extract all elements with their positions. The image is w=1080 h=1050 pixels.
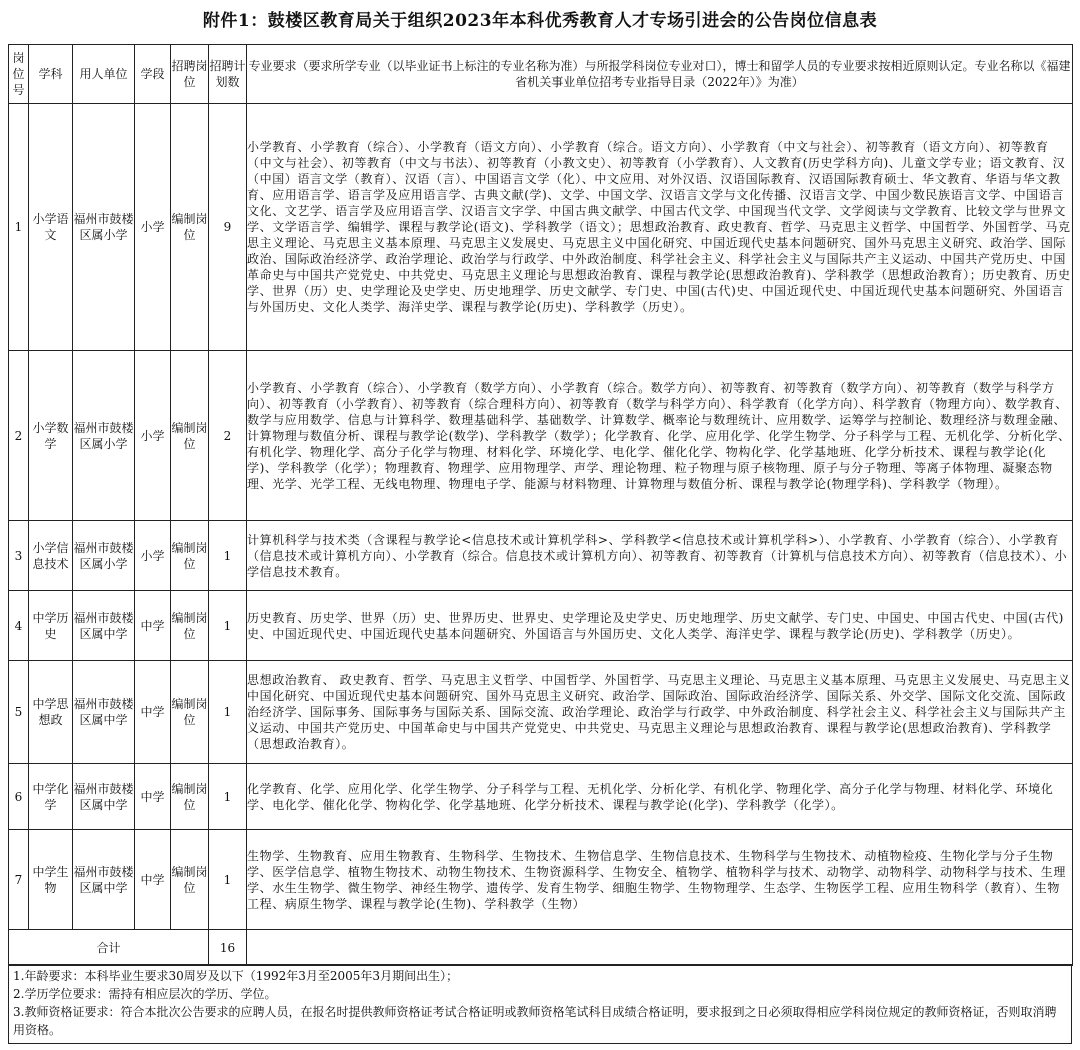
row-stage: 中学 [135, 591, 171, 661]
row-unit: 福州市鼓楼区属小学 [73, 521, 135, 591]
note-degree: 2.学历学位要求：需持有相应层次的学历、学位。 [13, 987, 277, 1001]
table-row [9, 351, 1073, 521]
row-requirements: 小学教育、小学教育（综合）、小学教育（语文方向）、小学教育（综合。语文方向）、小学教育（中文与社会）、初等教育（语文方向）、初等教育（中文与社会）、初等教育（中文与书法）、初等教育（小教文史）、初等教育（小学教育）、人文教育(历史学科方向)、儿童文学专业；语文教育、汉（中国）语言文学（教育）、汉语（言）、中国语言文学（化）、中文应用、对外汉语、汉语国际教育、汉语国际教育硕士、华文教育、华语与华文教育、应用语言学、语言学及应用语言学、古典文献(学)、文学、中国文学、汉语言文学与文化传播、汉语言文学、中国少数民族语言文学、中国语言文化、文艺学、语言学及应用语言学、汉语言文字学、中国古典文献学、中国古代文学、中国现当代文学、文学阅读与文学教育、比较文学与世界文学、文学语言学、编辑学、课程与教学论(语文)、学科教学（语文）；思想政治教育、政史教育、哲学、马克思主义哲学、中国哲学、外国哲学、马克思主义理论、马克思主义基本原理、马克思主义发展史、马克思主义中国化研究、中国近现代史基本问题研究、国外马克思主义研究、政治学、国际政治、国际政治经济学、政治学理论、政治学与行政学、中外政治制度、科学社会主义、科学社会主义与国际共产主义运动、中国共产党历史、中国革命史与中国共产党党史、中共党史、马克思主义理论与思想政治教育、课程与教学论(思想政治教育)、学科教学（思想政治教育）；历史教育、历史学、世界（历）史、史学理论及史学史、历史地理学、历史文献学、专门史、中国(古代)史、中国近现代史、中国近现代史基本问题研究、外国语言与外国历史、文化人类学、海洋史学、课程与教学论(历史)、学科教学（历史）。 [247, 104, 1073, 351]
table-row [9, 521, 1073, 591]
row-plan: 1 [209, 830, 247, 930]
row-subject: 中学化学 [29, 764, 73, 830]
row-requirements: 历史教育、历史学、世界（历）史、世界历史、世界史、史学理论及史学史、历史地理学、历史文献学、专门史、中国史、中国古代史、中国(古代)史、中国近现代史、中国近现代史基本问题研究、外国语言与外国历史、文化人类学、海洋史学、课程与教学论(历史)、学科教学（历史）。 [247, 591, 1073, 661]
total-value: 16 [209, 930, 247, 966]
row-id: 3 [9, 521, 29, 591]
total-row [9, 930, 1073, 966]
row-id: 4 [9, 591, 29, 661]
header-stage: 学段 [135, 45, 171, 104]
row-plan: 1 [209, 661, 247, 764]
row-post: 编制岗位 [171, 830, 209, 930]
row-post: 编制岗位 [171, 764, 209, 830]
row-requirements: 小学教育、小学教育（综合）、小学教育（数学方向）、小学教育（综合。数学方向）、初等教育、初等教育（数学方向）、初等教育（数学与科学方向）、初等教育（小学教育）、初等教育（综合理科方向）、初等教育（数学与科学方向）、科学教育（化学方向）、科学教育（物理方向）、数学教育、数学与应用数学、信息与计算科学、数理基础科学、基础数学、计算数学、概率论与数理统计、应用数学、运筹学与控制论、数理经济与数理金融、计算物理与数值分析、课程与教学论(数学)、学科教学（数学）；化学教育、化学、应用化学、化学生物学、分子科学与工程、无机化学、分析化学、有机化学、物理化学、高分子化学与物理、材料化学、环境化学、电化学、催化化学、物构化学、化学基地班、化学分析技术、课程与教学论(化学)、学科教学（化学）；物理教育、物理学、应用物理学、声学、理论物理、粒子物理与原子核物理、原子与分子物理、等离子体物理、凝聚态物理、光学、光学工程、无线电物理、物理电子学、能源与材料物理、计算物理与数值分析、课程与教学论(物理学科)、学科教学（物理）。 [247, 351, 1073, 521]
row-plan: 1 [209, 591, 247, 661]
row-requirements: 计算机科学与技术类（含课程与教学论<信息技术或计算机学科>、学科教学<信息技术或计算机学科>）、小学教育、小学教育（综合）、小学教育（信息技术或计算机方向）、小学教育（综合。信息技术或计算机方向）、初等教育、初等教育（计算机与信息技术方向）、初等教育（信息技术）、小学信息技术教育。 [247, 521, 1073, 591]
row-plan: 1 [209, 521, 247, 591]
row-id: 5 [9, 661, 29, 764]
table-row [9, 104, 1073, 351]
table-row [9, 830, 1073, 930]
row-id: 2 [9, 351, 29, 521]
row-post: 编制岗位 [171, 591, 209, 661]
table-row [9, 661, 1073, 764]
row-id: 1 [9, 104, 29, 351]
position-table [8, 44, 1073, 966]
row-stage: 中学 [135, 830, 171, 930]
row-subject: 中学生物 [29, 830, 73, 930]
row-unit: 福州市鼓楼区属中学 [73, 830, 135, 930]
total-empty-cell [247, 930, 1073, 966]
row-plan: 1 [209, 764, 247, 830]
row-plan: 9 [209, 104, 247, 351]
row-unit: 福州市鼓楼区属中学 [73, 764, 135, 830]
total-label: 合计 [9, 930, 209, 966]
row-requirements: 生物学、生物教育、应用生物教育、生物科学、生物技术、生物信息学、生物信息技术、生物科学与生物技术、动植物检疫、生物化学与分子生物学、医学信息学、植物生物技术、动物生物技术、生物资源科学、生物安全、植物学、植物科学与技术、动物学、动物科学、动物科学与技术、生理学、水生生物学、微生物学、神经生物学、遗传学、发育生物学、细胞生物学、生物物理学、生态学、生物医学工程、应用生物科学（教育）、生物工程、病原生物学、课程与教学论(生物)、学科教学（生物） [247, 830, 1073, 930]
row-subject: 中学历史 [29, 591, 73, 661]
row-stage: 小学 [135, 351, 171, 521]
row-unit: 福州市鼓楼区属中学 [73, 661, 135, 764]
table-header-row [9, 45, 1073, 104]
header-plan: 招聘计划数 [209, 45, 247, 104]
row-post: 编制岗位 [171, 351, 209, 521]
header-subject: 学科 [29, 45, 73, 104]
row-id: 7 [9, 830, 29, 930]
table-row [9, 764, 1073, 830]
header-id: 岗位号 [9, 45, 29, 104]
row-stage: 小学 [135, 521, 171, 591]
row-post: 编制岗位 [171, 521, 209, 591]
row-post: 编制岗位 [171, 104, 209, 351]
row-stage: 中学 [135, 764, 171, 830]
document-title: 附件1：鼓楼区教育局关于组织2023年本科优秀教育人才专场引进会的公告岗位信息表 [202, 11, 878, 31]
row-subject: 小学信息技术 [29, 521, 73, 591]
notes-box [8, 964, 1072, 1044]
note-age: 1.年龄要求：本科毕业生要求30周岁及以下（1992年3月至2005年3月期间出生）； [13, 969, 459, 983]
row-subject: 小学数学 [29, 351, 73, 521]
row-id: 6 [9, 764, 29, 830]
row-unit: 福州市鼓楼区属中学 [73, 591, 135, 661]
note-certificate: 3.教师资格证要求：符合本批次公告要求的应聘人员，在报名时提供教师资格证考试合格证明或教师资格笔试科目成绩合格证明，要求报到之日必须取得相应学科岗位规定的教师资格证，否则取消聘用资格。 [13, 1005, 1057, 1037]
row-requirements: 思想政治教育、 政史教育、哲学、马克思主义哲学、中国哲学、外国哲学、马克思主义理论、马克思主义基本原理、马克思主义发展史、马克思主义中国化研究、中国近现代史基本问题研究、国外马克思主义研究、政治学、国际政治、国际政治经济学、国际关系、外交学、国际文化交流、国际政治经济学、国际事务、国际事务与国际关系、国际交流、政治学理论、政治学与行政学、中外政治制度、科学社会主义、科学社会主义与国际共产主义运动、中国共产党历史、中国革命史与中国共产党党史、中共党史、马克思主义理论与思想政治教育、课程与教学论(思想政治教育)、学科教学（思想政治教育）。 [247, 661, 1073, 764]
header-unit: 用人单位 [73, 45, 135, 104]
row-post: 编制岗位 [171, 661, 209, 764]
row-stage: 中学 [135, 661, 171, 764]
row-subject: 中学思想政 [29, 661, 73, 764]
row-plan: 2 [209, 351, 247, 521]
header-post: 招聘岗位 [171, 45, 209, 104]
row-unit: 福州市鼓楼区属小学 [73, 104, 135, 351]
table-row [9, 591, 1073, 661]
row-stage: 小学 [135, 104, 171, 351]
header-requirements: 专业要求（要求所学专业（以毕业证书上标注的专业名称为准）与所报学科岗位专业对口），博士和留学人员的专业要求按相近原则认定。专业名称以《福建省机关事业单位招考专业指导目录（2022年）》为准） [247, 45, 1073, 104]
row-requirements: 化学教育、化学、应用化学、化学生物学、分子科学与工程、无机化学、分析化学、有机化学、物理化学、高分子化学与物理、材料化学、环境化学、电化学、催化化学、物构化学、化学基地班、化学分析技术、课程与教学论(化学)、学科教学（化学）。 [247, 764, 1073, 830]
row-unit: 福州市鼓楼区属小学 [73, 351, 135, 521]
row-subject: 小学语文 [29, 104, 73, 351]
